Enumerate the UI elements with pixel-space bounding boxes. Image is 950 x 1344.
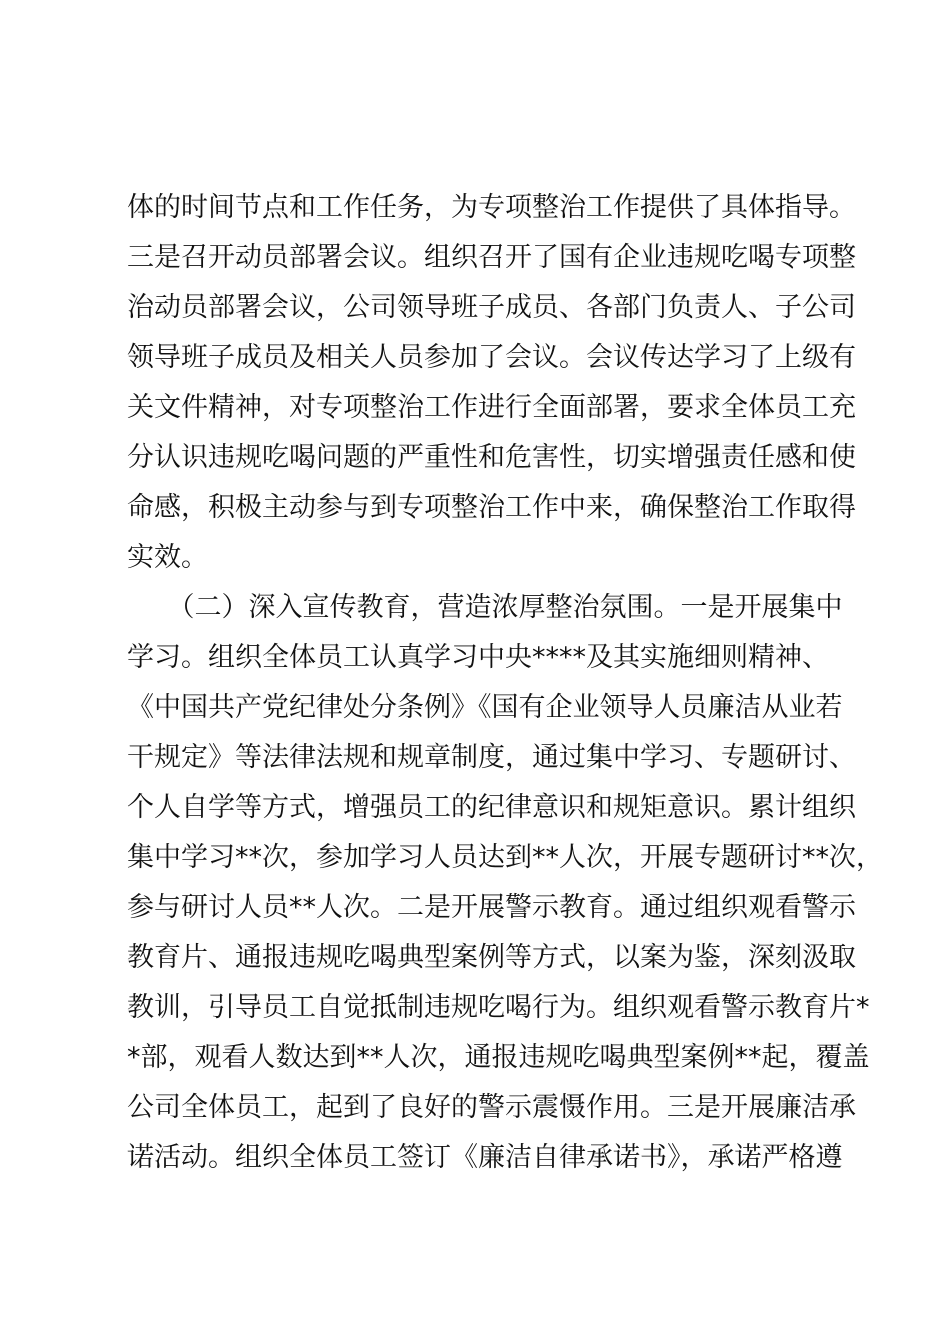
text-line: 体的时间节点和工作任务，为专项整治工作提供了具体指导。 xyxy=(127,192,856,223)
body-text xyxy=(127,183,883,1183)
text-line: 《中国共产党纪律处分条例》《国有企业领导人员廉洁从业若 xyxy=(127,692,843,723)
text-line: 公司全体员工，起到了良好的警示震慑作用。三是开展廉洁承 xyxy=(127,1092,856,1123)
text-line: 教育片、通报违规吃喝典型案例等方式，以案为鉴，深刻汲取 xyxy=(127,942,856,973)
text-line: 干规定》等法律法规和规章制度，通过集中学习、专题研讨、 xyxy=(127,742,856,773)
text-line: 分认识违规吃喝问题的严重性和危害性，切实增强责任感和使 xyxy=(127,442,856,473)
text-line: 命感，积极主动参与到专项整治工作中来，确保整治工作取得 xyxy=(127,492,856,523)
text-line: 关文件精神，对专项整治工作进行全面部署，要求全体员工充 xyxy=(127,392,856,423)
text-line: 教训，引导员工自觉抵制违规吃喝行为。组织观看警示教育片* xyxy=(127,992,870,1023)
text-line: 领导班子成员及相关人员参加了会议。会议传达学习了上级有 xyxy=(127,342,856,373)
text-line: 参与研讨人员**人次。二是开展警示教育。通过组织观看警示 xyxy=(127,892,856,923)
text-line: 学习。组织全体员工认真学习中央****及其实施细则精神、 xyxy=(127,642,829,673)
text-line: 诺活动。组织全体员工签订《廉洁自律承诺书》，承诺严格遵 xyxy=(127,1142,843,1173)
text-line: 三是召开动员部署会议。组织召开了国有企业违规吃喝专项整 xyxy=(127,242,856,273)
text-line: 个人自学等方式，增强员工的纪律意识和规矩意识。累计组织 xyxy=(127,792,856,823)
text-line: *部，观看人数达到**人次，通报违规吃喝典型案例**起，覆盖 xyxy=(127,1042,870,1073)
section-heading-line: （二）深入宣传教育，营造浓厚整治氛围。一是开展集中 xyxy=(127,592,843,623)
text-line: 实效。 xyxy=(127,542,208,573)
text-line: 治动员部署会议，公司领导班子成员、各部门负责人、子公司 xyxy=(127,292,856,323)
text-line: 集中学习**次，参加学习人员达到**人次，开展专题研讨**次， xyxy=(127,842,883,873)
